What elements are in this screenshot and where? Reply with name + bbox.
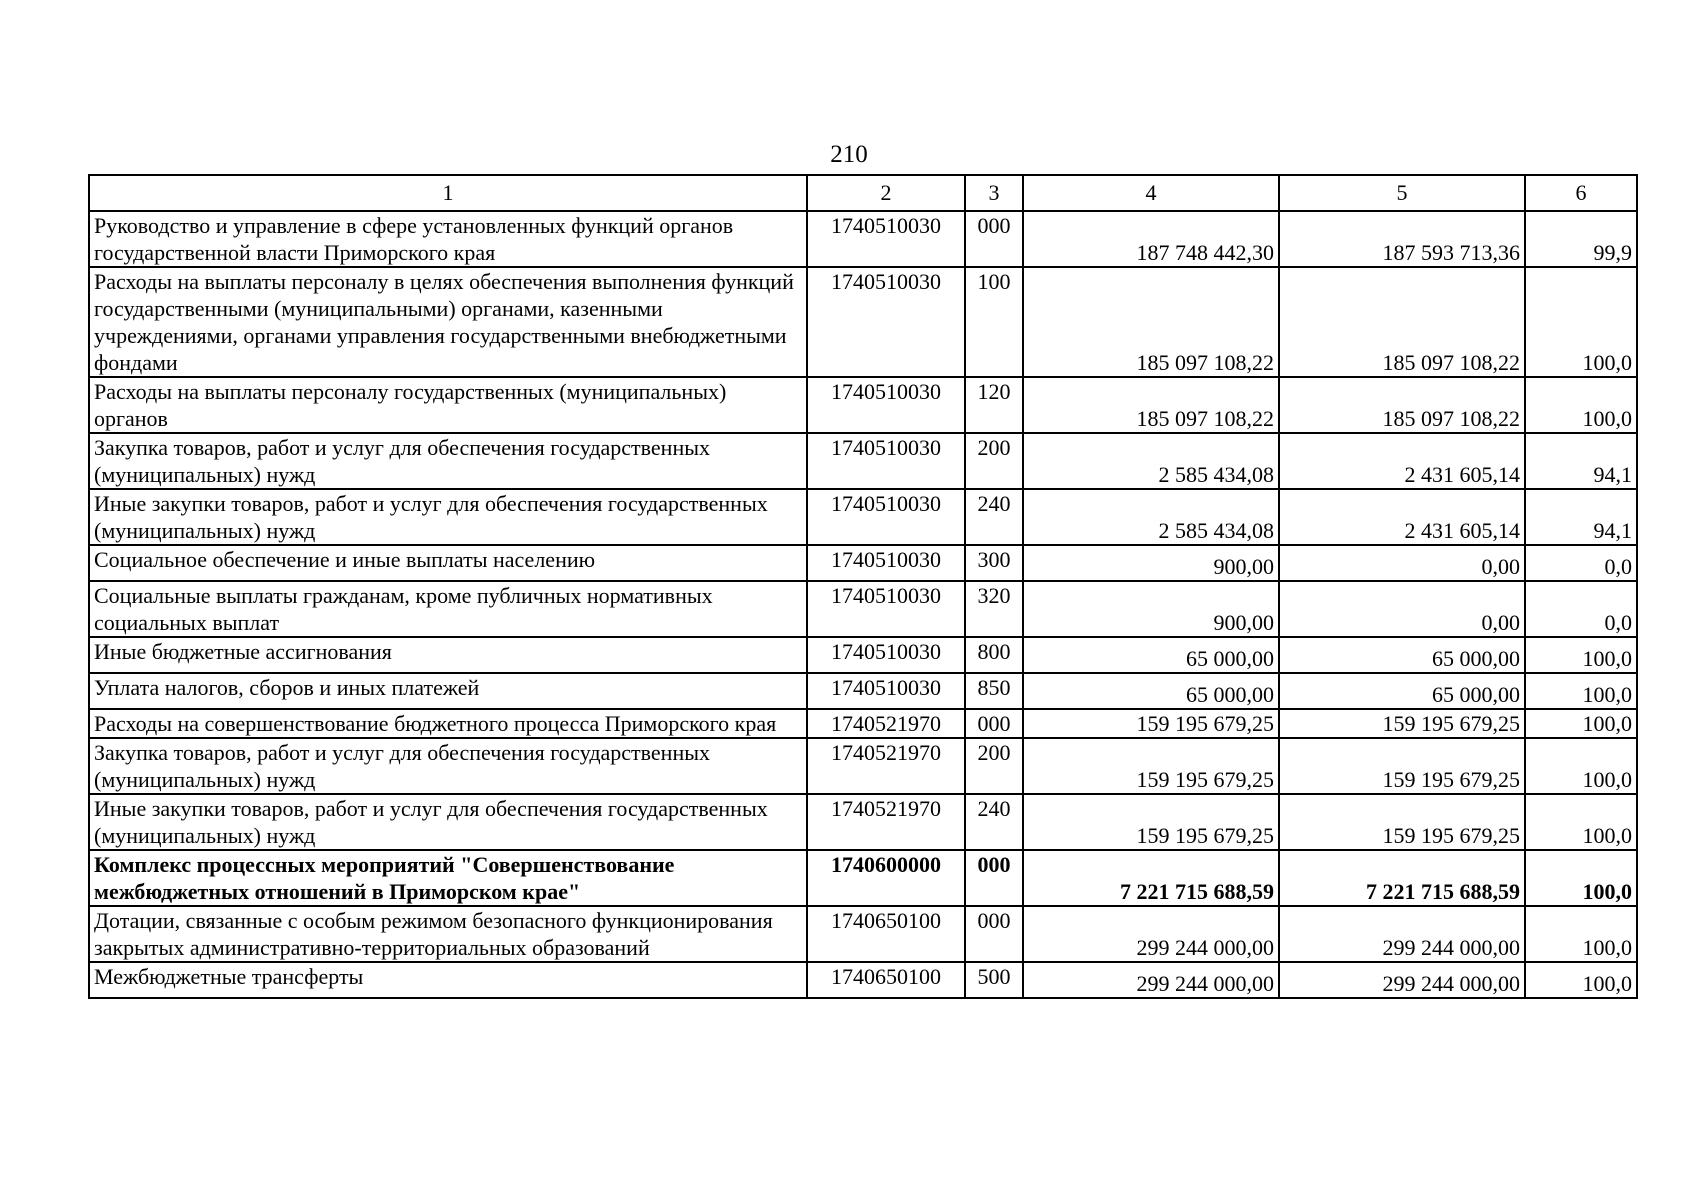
row-name-cell: Расходы на выплаты персоналу государственных (муниципальных) органов — [89, 377, 807, 433]
target-article-code-cell: 1740510030 — [807, 545, 965, 581]
table-row — [89, 906, 1637, 962]
column-header: 3 — [965, 175, 1023, 211]
expense-type-cell: 000 — [965, 906, 1023, 962]
row-name-cell: Иные закупки товаров, работ и услуг для обеспечения государственных (муниципальных) нужд — [89, 794, 807, 850]
executed-amount-cell: 7 221 715 688,59 — [1279, 850, 1525, 906]
column-header: 5 — [1279, 175, 1525, 211]
execution-percent-cell: 100,0 — [1525, 906, 1637, 962]
row-name-cell: Дотации, связанные с особым режимом безопасного функционирования закрытых административно-территориальных образований — [89, 906, 807, 962]
executed-amount-cell: 2 431 605,14 — [1279, 489, 1525, 545]
planned-amount-cell: 900,00 — [1023, 581, 1279, 637]
table-row — [89, 709, 1637, 738]
table-row — [89, 545, 1637, 581]
execution-percent-cell: 100,0 — [1525, 637, 1637, 673]
target-article-code-cell: 1740650100 — [807, 962, 965, 998]
executed-amount-cell: 65 000,00 — [1279, 673, 1525, 709]
row-name-cell: Руководство и управление в сфере установленных функций органов государственной власти Приморского края — [89, 211, 807, 267]
executed-amount-cell: 159 195 679,25 — [1279, 794, 1525, 850]
target-article-code-cell: 1740510030 — [807, 489, 965, 545]
planned-amount-cell: 159 195 679,25 — [1023, 709, 1279, 738]
target-article-code-cell: 1740510030 — [807, 433, 965, 489]
row-name-cell: Социальное обеспечение и иные выплаты населению — [89, 545, 807, 581]
expense-type-cell: 500 — [965, 962, 1023, 998]
table-row — [89, 794, 1637, 850]
target-article-code-cell: 1740510030 — [807, 637, 965, 673]
column-header: 4 — [1023, 175, 1279, 211]
target-article-code-cell: 1740510030 — [807, 377, 965, 433]
execution-percent-cell: 99,9 — [1525, 211, 1637, 267]
table-row — [89, 581, 1637, 637]
execution-percent-cell: 100,0 — [1525, 377, 1637, 433]
execution-percent-cell: 100,0 — [1525, 673, 1637, 709]
target-article-code-cell: 1740510030 — [807, 211, 965, 267]
expense-type-cell: 000 — [965, 211, 1023, 267]
expense-type-cell: 120 — [965, 377, 1023, 433]
target-article-code-cell: 1740521970 — [807, 794, 965, 850]
row-name-cell: Комплекс процессных мероприятий "Совершенствование межбюджетных отношений в Приморском крае" — [89, 850, 807, 906]
table-row — [89, 489, 1637, 545]
expense-type-cell: 850 — [965, 673, 1023, 709]
executed-amount-cell: 299 244 000,00 — [1279, 962, 1525, 998]
expense-type-cell: 240 — [965, 794, 1023, 850]
target-article-code-cell: 1740510030 — [807, 673, 965, 709]
planned-amount-cell: 159 195 679,25 — [1023, 738, 1279, 794]
planned-amount-cell: 2 585 434,08 — [1023, 489, 1279, 545]
budget-execution-table — [88, 174, 1638, 999]
row-name-cell: Межбюджетные трансферты — [89, 962, 807, 998]
table-header-row — [89, 175, 1637, 211]
planned-amount-cell: 299 244 000,00 — [1023, 906, 1279, 962]
target-article-code-cell: 1740510030 — [807, 267, 965, 377]
row-name-cell: Расходы на совершенствование бюджетного процесса Приморского края — [89, 709, 807, 738]
table-body — [89, 211, 1637, 998]
executed-amount-cell: 0,00 — [1279, 545, 1525, 581]
executed-amount-cell: 185 097 108,22 — [1279, 267, 1525, 377]
row-name-cell: Закупка товаров, работ и услуг для обеспечения государственных (муниципальных) нужд — [89, 738, 807, 794]
executed-amount-cell: 159 195 679,25 — [1279, 709, 1525, 738]
planned-amount-cell: 65 000,00 — [1023, 673, 1279, 709]
planned-amount-cell: 185 097 108,22 — [1023, 267, 1279, 377]
table-row — [89, 267, 1637, 377]
executed-amount-cell: 187 593 713,36 — [1279, 211, 1525, 267]
expense-type-cell: 000 — [965, 850, 1023, 906]
column-header: 2 — [807, 175, 965, 211]
executed-amount-cell: 159 195 679,25 — [1279, 738, 1525, 794]
row-name-cell: Расходы на выплаты персоналу в целях обеспечения выполнения функций государственными (муниципальными) органами, казенными учреждениями, органами управления государственными внебюджетными фондами — [89, 267, 807, 377]
execution-percent-cell: 100,0 — [1525, 850, 1637, 906]
table-row — [89, 850, 1637, 906]
planned-amount-cell: 7 221 715 688,59 — [1023, 850, 1279, 906]
expense-type-cell: 240 — [965, 489, 1023, 545]
target-article-code-cell: 1740600000 — [807, 850, 965, 906]
table-row — [89, 377, 1637, 433]
row-name-cell: Социальные выплаты гражданам, кроме публичных нормативных социальных выплат — [89, 581, 807, 637]
planned-amount-cell: 900,00 — [1023, 545, 1279, 581]
column-header: 6 — [1525, 175, 1637, 211]
target-article-code-cell: 1740521970 — [807, 709, 965, 738]
execution-percent-cell: 94,1 — [1525, 433, 1637, 489]
target-article-code-cell: 1740510030 — [807, 581, 965, 637]
planned-amount-cell: 65 000,00 — [1023, 637, 1279, 673]
executed-amount-cell: 0,00 — [1279, 581, 1525, 637]
page-number: 210 — [830, 141, 868, 168]
target-article-code-cell: 1740521970 — [807, 738, 965, 794]
table-row — [89, 211, 1637, 267]
table-row — [89, 637, 1637, 673]
planned-amount-cell: 2 585 434,08 — [1023, 433, 1279, 489]
expense-type-cell: 300 — [965, 545, 1023, 581]
expense-type-cell: 100 — [965, 267, 1023, 377]
planned-amount-cell: 185 097 108,22 — [1023, 377, 1279, 433]
execution-percent-cell: 94,1 — [1525, 489, 1637, 545]
execution-percent-cell: 0,0 — [1525, 581, 1637, 637]
expense-type-cell: 200 — [965, 433, 1023, 489]
target-article-code-cell: 1740650100 — [807, 906, 965, 962]
expense-type-cell: 000 — [965, 709, 1023, 738]
table-row — [89, 433, 1637, 489]
executed-amount-cell: 65 000,00 — [1279, 637, 1525, 673]
execution-percent-cell: 0,0 — [1525, 545, 1637, 581]
table-row — [89, 738, 1637, 794]
executed-amount-cell: 185 097 108,22 — [1279, 377, 1525, 433]
table-row — [89, 962, 1637, 998]
row-name-cell: Уплата налогов, сборов и иных платежей — [89, 673, 807, 709]
column-header: 1 — [89, 175, 807, 211]
planned-amount-cell: 187 748 442,30 — [1023, 211, 1279, 267]
row-name-cell: Иные бюджетные ассигнования — [89, 637, 807, 673]
execution-percent-cell: 100,0 — [1525, 962, 1637, 998]
expense-type-cell: 800 — [965, 637, 1023, 673]
row-name-cell: Иные закупки товаров, работ и услуг для обеспечения государственных (муниципальных) нужд — [89, 489, 807, 545]
expense-type-cell: 320 — [965, 581, 1023, 637]
execution-percent-cell: 100,0 — [1525, 794, 1637, 850]
execution-percent-cell: 100,0 — [1525, 738, 1637, 794]
execution-percent-cell: 100,0 — [1525, 709, 1637, 738]
row-name-cell: Закупка товаров, работ и услуг для обеспечения государственных (муниципальных) нужд — [89, 433, 807, 489]
table-row — [89, 673, 1637, 709]
planned-amount-cell: 159 195 679,25 — [1023, 794, 1279, 850]
executed-amount-cell: 2 431 605,14 — [1279, 433, 1525, 489]
planned-amount-cell: 299 244 000,00 — [1023, 962, 1279, 998]
expense-type-cell: 200 — [965, 738, 1023, 794]
execution-percent-cell: 100,0 — [1525, 267, 1637, 377]
executed-amount-cell: 299 244 000,00 — [1279, 906, 1525, 962]
